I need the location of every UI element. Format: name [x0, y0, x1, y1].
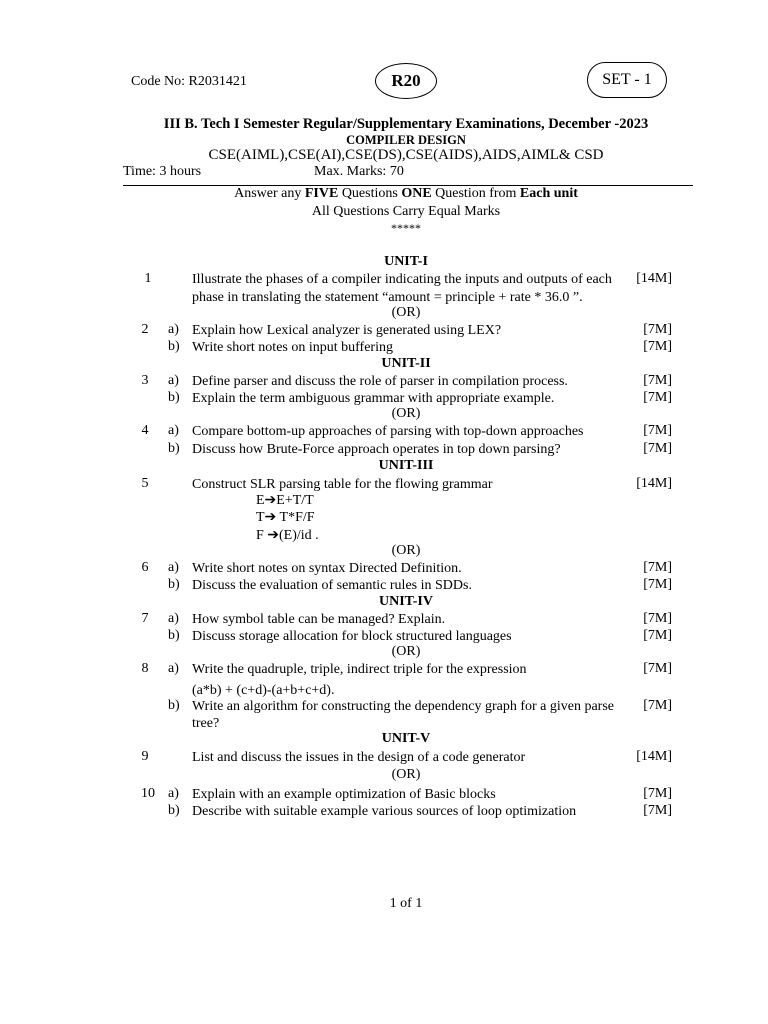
or-separator: (OR): [391, 543, 421, 558]
question-9-text: List and discuss the issues in the design of a code generator: [192, 750, 526, 765]
sub-label: b): [168, 628, 180, 643]
question-1-text-line-1: Illustrate the phases of a compiler indicating the inputs and outputs of each: [192, 272, 612, 287]
sub-label: b): [168, 390, 180, 405]
question-8a-text-line-1: Write the quadruple, triple, indirect triple for the expression: [192, 662, 527, 677]
question-3a-marks: [7M]: [643, 373, 672, 388]
question-6a-text: Write short notes on syntax Directed Definition.: [192, 561, 462, 576]
question-number: 6: [141, 560, 149, 575]
instr-each-unit: Each unit: [519, 186, 578, 201]
sub-label: a): [168, 423, 179, 438]
or-separator: (OR): [391, 305, 421, 320]
question-2b-marks: [7M]: [643, 339, 672, 354]
instructions-line-2: All Questions Carry Equal Marks: [311, 204, 501, 219]
question-6a-marks: [7M]: [643, 560, 672, 575]
question-number: 9: [141, 749, 149, 764]
question-3a-text: Define parser and discuss the role of parser in compilation process.: [192, 374, 568, 389]
question-5-text: Construct SLR parsing table for the flowing grammar: [192, 477, 493, 492]
sub-label: a): [168, 661, 179, 676]
question-number: 4: [141, 423, 149, 438]
sub-label: a): [168, 373, 179, 388]
or-separator: (OR): [391, 406, 421, 421]
grammar-rule-3: F ➔(E)/id .: [256, 528, 319, 543]
code-number: Code No: R2031421: [131, 74, 247, 89]
question-number: 5: [141, 476, 149, 491]
branches-line: CSE(AIML),CSE(AI),CSE(DS),CSE(AIDS),AIDS,AIML& CSD: [208, 147, 604, 163]
sub-label: a): [168, 322, 179, 337]
question-2a-text: Explain how Lexical analyzer is generated using LEX?: [192, 323, 502, 338]
question-7a-text: How symbol table can be managed? Explain.: [192, 612, 446, 627]
sub-label: b): [168, 441, 180, 456]
stars-separator: *****: [391, 221, 421, 235]
sub-label: b): [168, 577, 180, 592]
set-badge: SET - 1: [587, 62, 667, 98]
question-4a-text: Compare bottom-up approaches of parsing with top-down approaches: [192, 424, 584, 439]
instr-five: FIVE: [304, 186, 339, 201]
sub-label: b): [168, 803, 180, 818]
subject-title: COMPILER DESIGN: [346, 133, 466, 147]
sub-label: a): [168, 611, 179, 626]
page-number: 1 of 1: [389, 896, 423, 911]
question-10a-marks: [7M]: [643, 786, 672, 801]
or-separator: (OR): [391, 644, 421, 659]
instr-text: Questions: [338, 186, 402, 201]
question-9-marks: [14M]: [636, 749, 672, 764]
grammar-rule-1: E➔E+T/T: [256, 493, 314, 508]
exam-title: III B. Tech I Semester Regular/Supplementary Examinations, December -2023: [163, 116, 649, 132]
question-number: 8: [141, 661, 149, 676]
unit-4-heading: UNIT-IV: [379, 594, 433, 609]
instr-one: ONE: [401, 186, 432, 201]
question-8b-text-line-2: tree?: [192, 716, 220, 731]
unit-5-heading: UNIT-V: [381, 731, 431, 746]
grammar-rule-2: T➔ T*F/F: [256, 510, 315, 525]
question-number: 7: [141, 611, 149, 626]
question-3b-marks: [7M]: [643, 390, 672, 405]
question-7b-text: Discuss storage allocation for block structured languages: [192, 629, 512, 644]
sub-label: a): [168, 786, 179, 801]
question-number: 10: [141, 786, 155, 801]
question-6b-text: Discuss the evaluation of semantic rules in SDDs.: [192, 578, 472, 593]
question-number: 2: [141, 322, 149, 337]
question-5-marks: [14M]: [636, 476, 672, 491]
unit-3-heading: UNIT-III: [378, 458, 434, 473]
max-marks: Max. Marks: 70: [314, 164, 404, 179]
question-8a-marks: [7M]: [643, 661, 672, 676]
question-10a-text: Explain with an example optimization of Basic blocks: [192, 787, 496, 802]
question-4a-marks: [7M]: [643, 423, 672, 438]
unit-1-heading: UNIT-I: [384, 254, 428, 269]
instr-text: Question from: [431, 186, 520, 201]
question-number: 3: [141, 373, 149, 388]
question-1-text-line-2: phase in translating the statement “amount = principle + rate * 36.0 ”.: [192, 290, 583, 305]
question-8b-marks: [7M]: [643, 698, 672, 713]
regulation-badge: R20: [375, 63, 437, 99]
question-4b-text: Discuss how Brute-Force approach operates in top down parsing?: [192, 442, 561, 457]
question-3b-text: Explain the term ambiguous grammar with appropriate example.: [192, 391, 555, 406]
question-8b-text-line-1: Write an algorithm for constructing the dependency graph for a given parse: [192, 699, 615, 714]
unit-2-heading: UNIT-II: [381, 356, 431, 371]
question-1-marks: [14M]: [636, 271, 672, 286]
sub-label: b): [168, 698, 180, 713]
question-7a-marks: [7M]: [643, 611, 672, 626]
question-number: 1: [144, 271, 152, 286]
question-2a-marks: [7M]: [643, 322, 672, 337]
question-8a-text-line-2: (a*b) + (c+d)-(a+b+c+d).: [192, 683, 335, 698]
question-4b-marks: [7M]: [643, 441, 672, 456]
question-10b-marks: [7M]: [643, 803, 672, 818]
sub-label: a): [168, 560, 179, 575]
question-10b-text: Describe with suitable example various sources of loop optimization: [192, 804, 577, 819]
instructions-line-1: [120, 186, 692, 202]
instr-text: Answer any: [234, 186, 305, 201]
sub-label: b): [168, 339, 180, 354]
question-7b-marks: [7M]: [643, 628, 672, 643]
exam-time: Time: 3 hours: [123, 164, 202, 179]
question-6b-marks: [7M]: [643, 577, 672, 592]
question-2b-text: Write short notes on input buffering: [192, 340, 393, 355]
or-separator: (OR): [391, 767, 421, 782]
